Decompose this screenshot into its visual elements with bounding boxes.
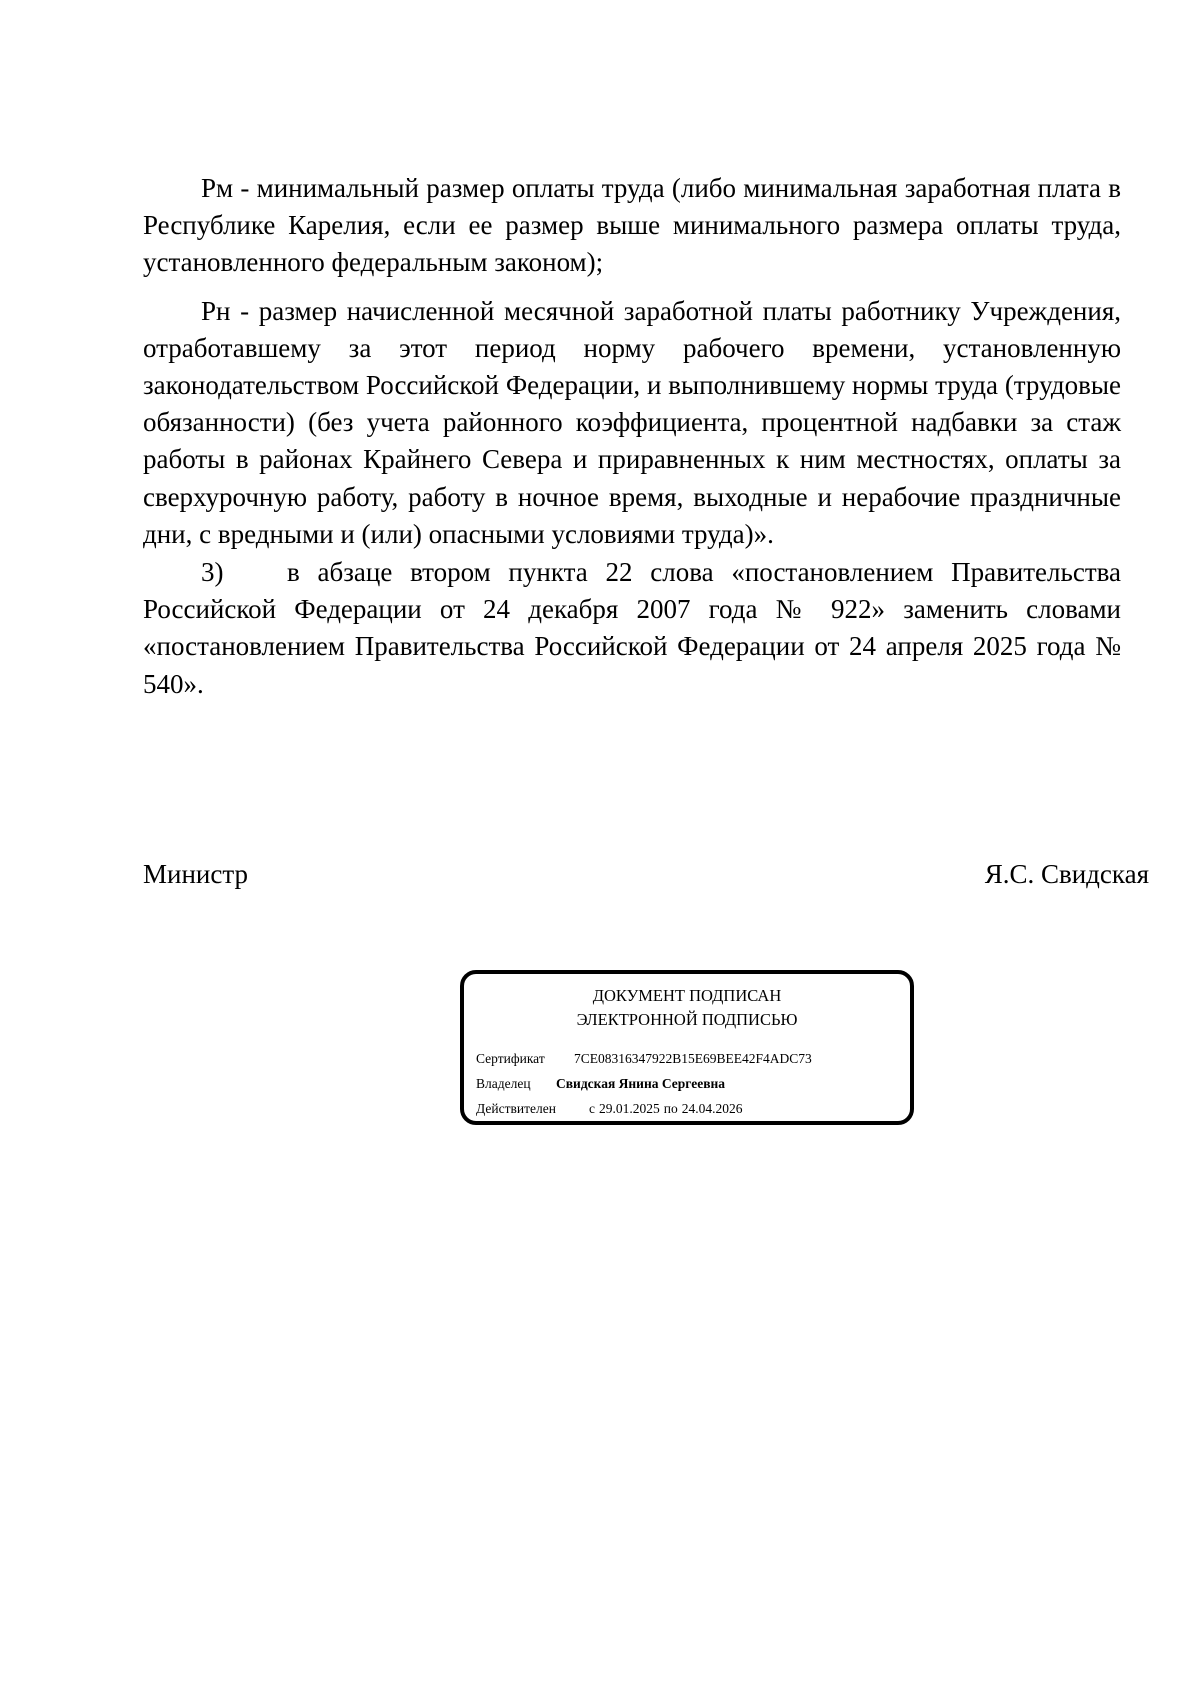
owner-label: Владелец (476, 1076, 531, 1091)
signer-position: Министр (143, 859, 248, 889)
valid-from-date: 29.01.2025 (599, 1101, 660, 1116)
stamp-title (464, 984, 910, 1032)
list-item-number: 3) (201, 557, 224, 588)
stamp-certificate-row (476, 1050, 812, 1068)
signer-name: Я.С. Свидская (984, 859, 1149, 889)
valid-to-prefix: по (663, 1101, 678, 1116)
stamp-validity-row (476, 1100, 742, 1118)
paragraph-rn-definition: Рн - размер начисленной месячной заработной платы работнику Учреждения, отработавшему за этот период норму рабочего времени, установленную законодательством Российской Федерации, и выполнившему нормы труда (трудовые обязанности) (без учета районного коэффициента, процентной надбавки за стаж работы в районах Крайнего Севера и приравненных к ним местностях, оплаты за сверхурочную работу, работу в ночное время, выходные и нерабочие праздничные дни, с вредными и (или) опасными условиями труда)». (143, 295, 1121, 549)
stamp-owner-row (476, 1075, 725, 1093)
signature-block (143, 856, 1149, 896)
stamp-title-line-2: ЭЛЕКТРОННОЙ ПОДПИСЬЮ (576, 1010, 798, 1029)
valid-to-date: 24.04.2026 (681, 1101, 743, 1116)
electronic-signature-stamp (460, 970, 914, 1125)
stamp-title-line-1: ДОКУМЕНТ ПОДПИСАН (592, 986, 782, 1005)
owner-value: Свидская Янина Сергеевна (556, 1076, 726, 1091)
document-body (143, 170, 1121, 703)
list-item-text: в абзаце втором пункта 22 слова «постановлением Правительства Российской Федерации от 24 декабря 2007 года № 922» заменить словами «постановлением Правительства Российской Федерации от 24 апреля 2025 года № 540». (143, 557, 1121, 699)
valid-label: Действителен (476, 1101, 556, 1116)
certificate-value: 7CE08316347922B15E69BEE42F4ADC73 (574, 1051, 812, 1066)
paragraph-rm-definition: Рм - минимальный размер оплаты труда (либо минимальная заработная плата в Республике Карелия, если ее размер выше минимального размера оплаты труда, установленного федеральным законом); (143, 173, 1121, 278)
list-item-3 (143, 554, 1121, 703)
valid-from-prefix: с (589, 1101, 595, 1116)
certificate-label: Сертификат (476, 1051, 545, 1066)
